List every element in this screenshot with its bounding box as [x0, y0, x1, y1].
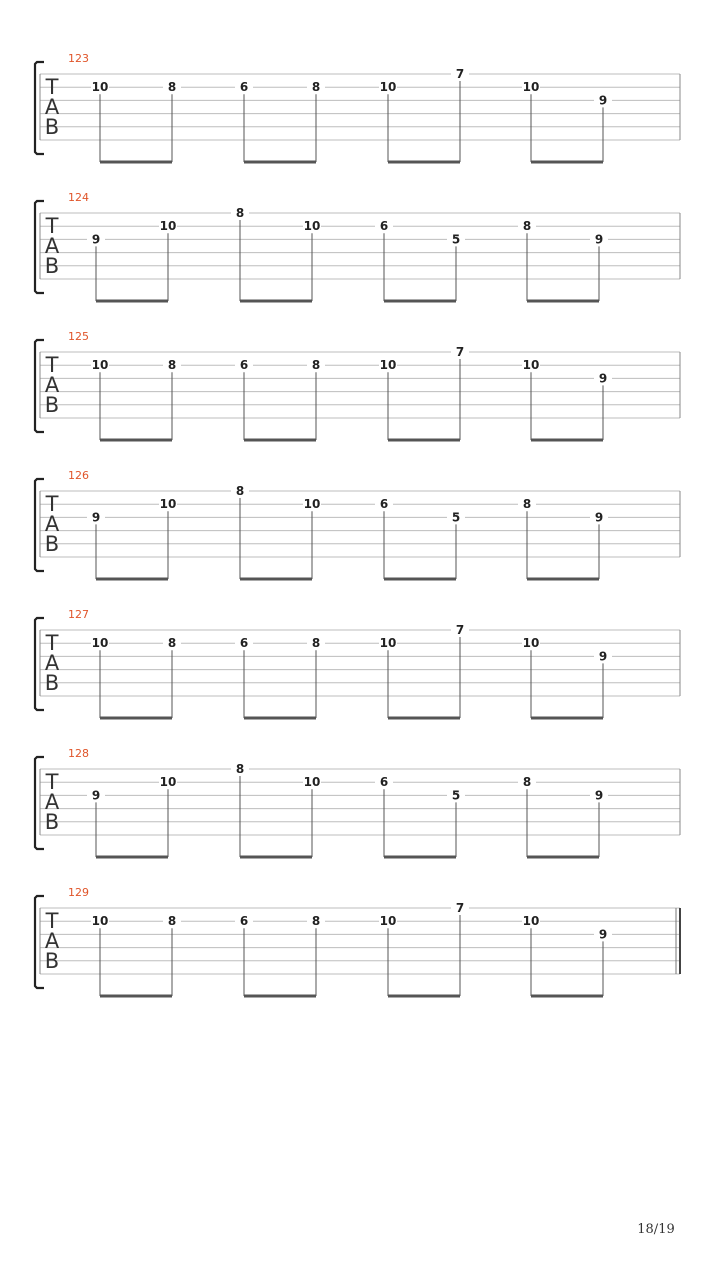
tab-clef-letter: A	[44, 929, 60, 953]
fret-number[interactable]: 10	[159, 497, 177, 512]
fret-number[interactable]: 6	[239, 358, 249, 373]
fret-number[interactable]: 9	[594, 788, 604, 803]
tab-clef-letter: B	[44, 115, 60, 139]
fret-number[interactable]: 10	[303, 219, 321, 234]
fret-number[interactable]: 5	[451, 788, 461, 803]
fret-number[interactable]: 8	[167, 636, 177, 651]
tab-clef-letter: A	[44, 373, 60, 397]
tab-clef-letter: A	[44, 651, 60, 675]
fret-number[interactable]: 8	[167, 914, 177, 929]
fret-number[interactable]: 8	[311, 80, 321, 95]
tab-clef-letter: T	[45, 353, 59, 377]
measure-number: 125	[68, 330, 89, 343]
tab-clef-letter: T	[45, 770, 59, 794]
fret-number[interactable]: 8	[167, 358, 177, 373]
tab-clef-letter: T	[45, 75, 59, 99]
tab-clef-letter: B	[44, 949, 60, 973]
fret-number[interactable]: 8	[522, 219, 532, 234]
fret-number[interactable]: 5	[451, 510, 461, 525]
fret-number[interactable]: 9	[91, 232, 101, 247]
fret-number[interactable]: 10	[522, 636, 540, 651]
tab-clef-letter: B	[44, 810, 60, 834]
fret-number[interactable]: 8	[167, 80, 177, 95]
tab-clef-letter: T	[45, 214, 59, 238]
fret-number[interactable]: 10	[522, 358, 540, 373]
tab-clef-letter: B	[44, 532, 60, 556]
fret-number[interactable]: 8	[235, 762, 245, 776]
measure-number: 127	[68, 608, 89, 621]
fret-number[interactable]: 10	[159, 219, 177, 234]
fret-number[interactable]: 9	[598, 93, 608, 108]
fret-number[interactable]: 7	[455, 901, 465, 915]
fret-number[interactable]: 9	[598, 649, 608, 664]
fret-number[interactable]: 7	[455, 345, 465, 359]
tab-clef-letter: B	[44, 393, 60, 417]
fret-number[interactable]: 10	[303, 497, 321, 512]
measure-number: 128	[68, 747, 89, 760]
fret-number[interactable]: 8	[311, 358, 321, 373]
fret-number[interactable]: 10	[379, 636, 397, 651]
fret-number[interactable]: 8	[522, 497, 532, 512]
fret-number[interactable]: 10	[379, 80, 397, 95]
fret-number[interactable]: 6	[379, 497, 389, 512]
measure-number: 129	[68, 886, 89, 899]
fret-number[interactable]: 9	[598, 371, 608, 386]
fret-number[interactable]: 6	[379, 219, 389, 234]
tab-clef-letter: T	[45, 909, 59, 933]
fret-number[interactable]: 9	[594, 232, 604, 247]
tab-clef-letter: T	[45, 492, 59, 516]
fret-number[interactable]: 10	[159, 775, 177, 790]
fret-number[interactable]: 9	[594, 510, 604, 525]
tab-clef-letter: A	[44, 790, 60, 814]
fret-number[interactable]: 9	[598, 927, 608, 942]
fret-number[interactable]: 8	[235, 484, 245, 498]
fret-number[interactable]: 10	[379, 358, 397, 373]
page-number: 18/19	[637, 1222, 675, 1237]
fret-number[interactable]: 10	[91, 358, 109, 373]
tab-clef-letter: A	[44, 234, 60, 258]
fret-number[interactable]: 10	[91, 914, 109, 929]
fret-number[interactable]: 8	[311, 636, 321, 651]
measure-number: 123	[68, 52, 89, 65]
fret-number[interactable]: 10	[522, 914, 540, 929]
fret-number[interactable]: 6	[379, 775, 389, 790]
fret-number[interactable]: 6	[239, 80, 249, 95]
fret-number[interactable]: 8	[522, 775, 532, 790]
fret-number[interactable]: 7	[455, 67, 465, 81]
fret-number[interactable]: 8	[311, 914, 321, 929]
tab-clef-letter: A	[44, 95, 60, 119]
tab-clef-letter: A	[44, 512, 60, 536]
fret-number[interactable]: 7	[455, 623, 465, 637]
fret-number[interactable]: 6	[239, 636, 249, 651]
fret-number[interactable]: 5	[451, 232, 461, 247]
fret-number[interactable]: 6	[239, 914, 249, 929]
fret-number[interactable]: 10	[522, 80, 540, 95]
fret-number[interactable]: 10	[303, 775, 321, 790]
fret-number[interactable]: 10	[91, 80, 109, 95]
fret-number[interactable]: 9	[91, 510, 101, 525]
tab-clef-letter: B	[44, 254, 60, 278]
tab-clef-letter: B	[44, 671, 60, 695]
measure-number: 124	[68, 191, 89, 204]
fret-number[interactable]: 10	[379, 914, 397, 929]
fret-number[interactable]: 9	[91, 788, 101, 803]
tab-clef-letter: T	[45, 631, 59, 655]
fret-number[interactable]: 10	[91, 636, 109, 651]
measure-number: 126	[68, 469, 89, 482]
fret-number[interactable]: 8	[235, 206, 245, 220]
